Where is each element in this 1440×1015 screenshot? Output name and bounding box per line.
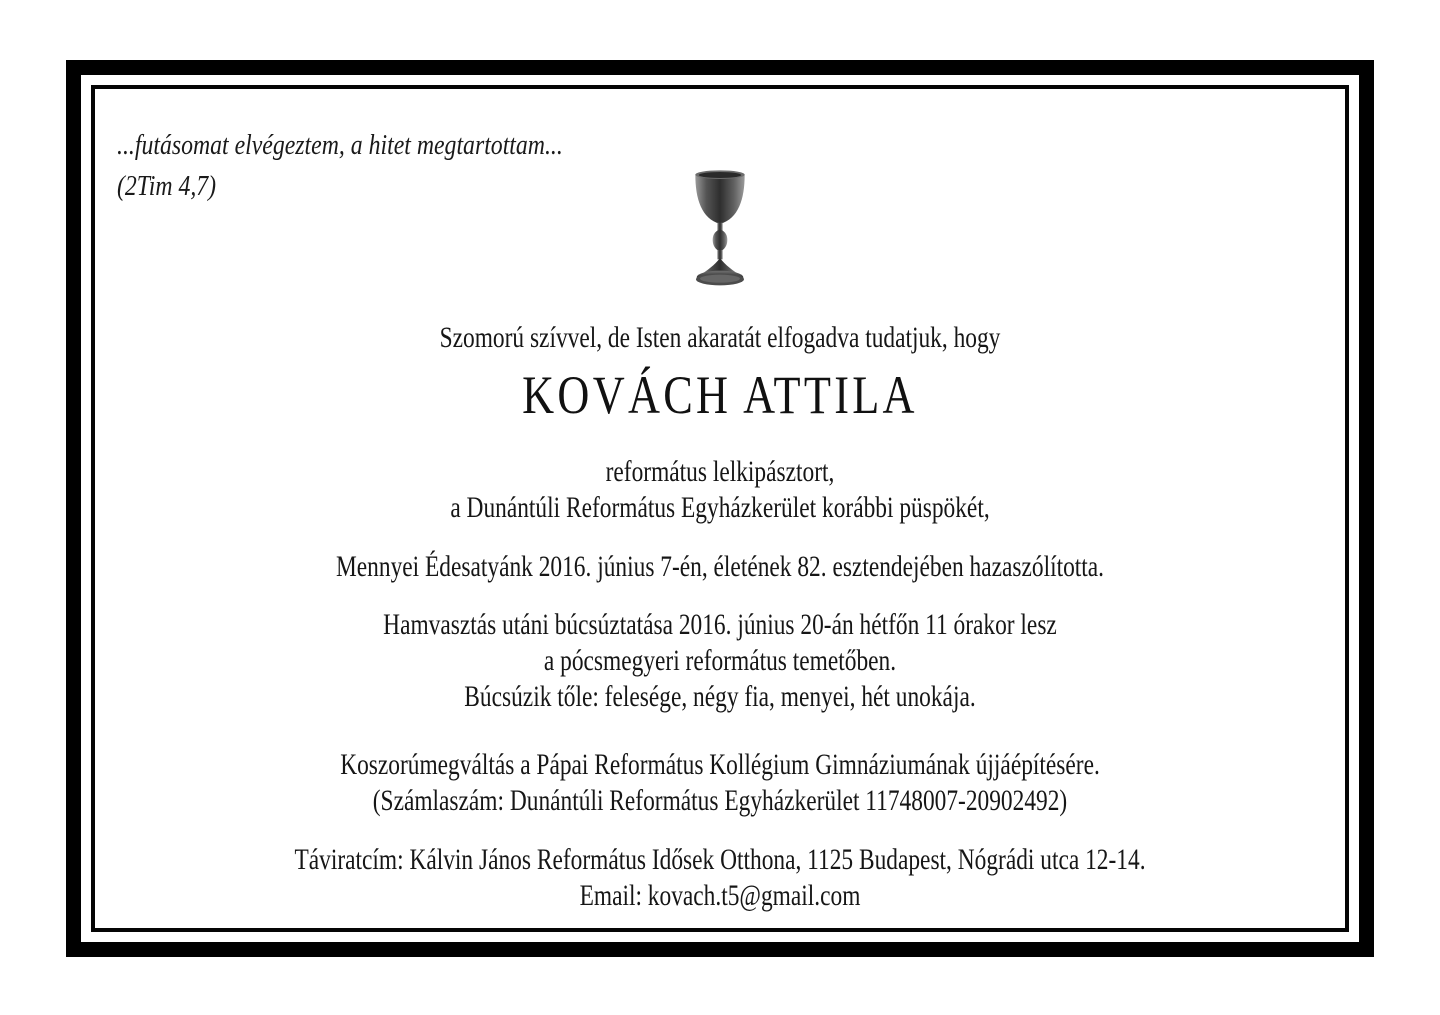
wreath-donation — [95, 747, 1345, 819]
bank-account-line: (Számlaszám: Dunántúli Református Egyházkerület 11748007-20902492) — [372, 784, 1068, 817]
bible-quote — [117, 125, 563, 207]
deceased-titles — [95, 454, 1345, 526]
telegram-address-line: Táviratcím: Kálvin János Református Idősek Otthona, 1125 Budapest, Nógrádi utca 12-14. — [294, 843, 1146, 876]
bible-quote-text: ...futásomat elvégeztem, a hitet megtartottam... — [117, 129, 563, 161]
wreath-donation-line: Koszorúmegváltás a Pápai Református Kollégium Gimnáziumának újjáépítésére. — [340, 748, 1100, 781]
deceased-title-line: református lelkipásztort, — [605, 455, 835, 488]
funeral-details — [95, 607, 1345, 715]
deceased-name: KOVÁCH ATTILA — [522, 365, 918, 425]
obituary-content — [95, 89, 1345, 928]
email-line: Email: kovach.t5@gmail.com — [579, 879, 861, 912]
funeral-line: a pócsmegyeri református temetőben. — [543, 644, 897, 677]
death-notice-line: Mennyei Édesatyánk 2016. június 7-én, életének 82. esztendejében hazaszólította. — [335, 550, 1105, 583]
death-notice — [95, 549, 1345, 585]
outer-border-frame — [66, 60, 1374, 957]
inner-border-frame — [91, 85, 1349, 932]
mourners-line: Búcsúzik tőle: felesége, négy fia, menyei, hét unokája. — [464, 680, 976, 713]
contact-info — [95, 842, 1345, 914]
bible-quote-reference: (2Tim 4,7) — [117, 170, 217, 202]
funeral-line: Hamvasztás utáni búcsúztatása 2016. június 20-án hétfőn 11 órakor lesz — [383, 608, 1057, 641]
announcement-intro: Szomorú szívvel, de Isten akaratát elfogadva tudatjuk, hogy — [439, 321, 1001, 354]
deceased-title-line: a Dunántúli Református Egyházkerület korábbi püspökét, — [450, 491, 990, 524]
